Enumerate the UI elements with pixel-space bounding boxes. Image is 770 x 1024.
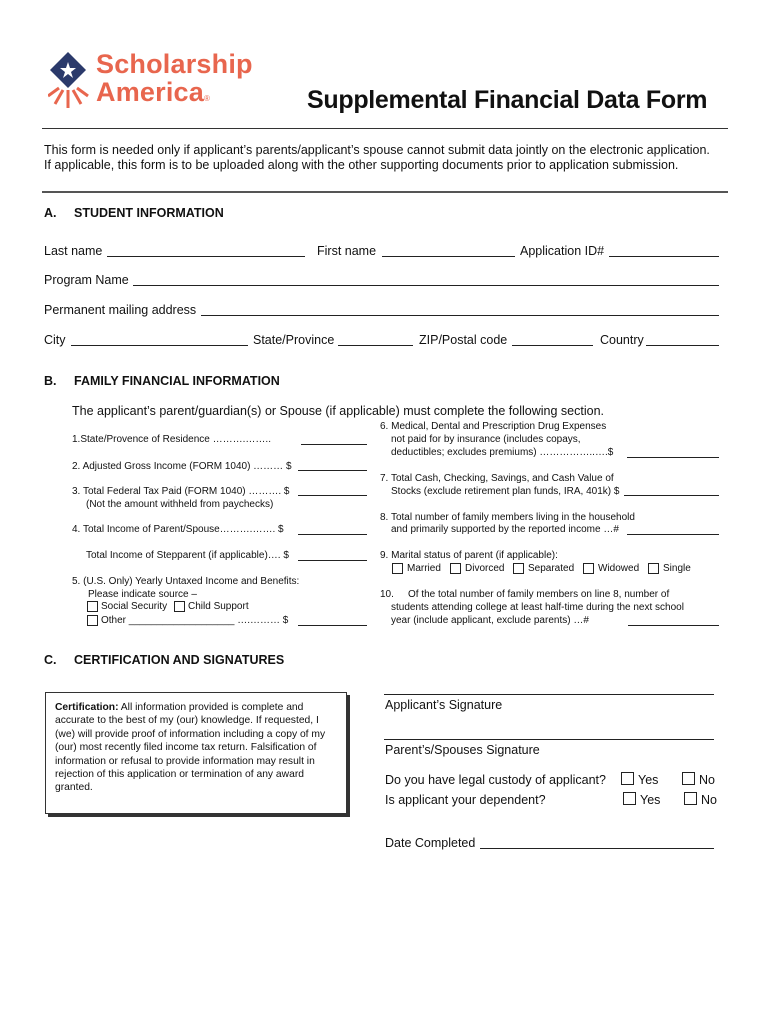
item4-field[interactable]	[298, 534, 367, 535]
social-security-checkbox[interactable]	[87, 601, 98, 612]
item4b-field[interactable]	[298, 560, 367, 561]
city-field[interactable]	[71, 345, 248, 346]
logo-line2: America®	[96, 77, 211, 107]
dependent-yes-label: Yes	[640, 793, 661, 807]
section-b-title: FAMILY FINANCIAL INFORMATION	[74, 374, 280, 388]
dependent-no-checkbox[interactable]	[684, 792, 697, 805]
item10-line1: Of the total number of family members on line 8, number of	[408, 589, 670, 600]
dependent-question: Is applicant your dependent?	[385, 793, 546, 807]
section-a-letter: A.	[44, 206, 57, 220]
child-support-label: Child Support	[188, 601, 249, 612]
item1-field[interactable]	[301, 444, 367, 445]
child-support-checkbox[interactable]	[174, 601, 185, 612]
logo	[48, 50, 278, 114]
custody-no-checkbox[interactable]	[682, 772, 695, 785]
item10-number: 10.	[380, 589, 394, 600]
item5-line1: 5. (U.S. Only) Yearly Untaxed Income and Benefits:	[72, 576, 300, 587]
item7-line1: 7. Total Cash, Checking, Savings, and Cash Value of	[380, 473, 614, 484]
item5-field[interactable]	[298, 625, 367, 626]
custody-no-label: No	[699, 773, 715, 787]
divorced-checkbox[interactable]	[450, 563, 461, 574]
applicant-signature-label: Applicant’s Signature	[385, 698, 503, 712]
item10-line2: students attending college at least half-time during the next school	[391, 602, 684, 613]
other-income-label: Other ___________________ ….……… $	[101, 615, 289, 626]
custody-question: Do you have legal custody of applicant?	[385, 773, 606, 787]
social-security-label: Social Security	[101, 601, 168, 612]
item6-line2: not paid for by insurance (includes copays,	[391, 434, 581, 445]
parent-signature-label: Parent’s/Spouses Signature	[385, 743, 540, 757]
last-name-field[interactable]	[107, 256, 305, 257]
date-completed-field[interactable]	[480, 848, 714, 849]
zip-field[interactable]	[512, 345, 593, 346]
item4-label: 4. Total Income of Parent/Spouse……….……. $	[72, 524, 284, 535]
separated-label: Separated	[528, 563, 575, 574]
mailing-address-label: Permanent mailing address	[44, 303, 197, 317]
item3-label: 3. Total Federal Tax Paid (FORM 1040) ………. $	[72, 486, 290, 497]
country-label: Country	[600, 333, 644, 347]
section-b-instruction: The applicant’s parent/guardian(s) or Spouse (if applicable) must complete the following section.	[72, 404, 605, 418]
intro-divider	[42, 191, 728, 193]
certification-text	[55, 701, 340, 795]
certification-box	[45, 692, 347, 814]
zip-label: ZIP/Postal code	[419, 333, 508, 347]
country-field[interactable]	[646, 345, 719, 346]
application-id-label: Application ID#	[520, 244, 605, 258]
intro-line-1: This form is needed only if applicant’s parents/applicant’s spouse cannot submit data jointly on the electronic application.	[44, 143, 710, 157]
item4b-label: Total Income of Stepparent (if applicable)…. $	[86, 550, 289, 561]
item3-note: (Not the amount withheld from paychecks)	[86, 499, 274, 510]
widowed-label: Widowed	[598, 563, 640, 574]
item10-line3: year (include applicant, exclude parents) …#	[391, 615, 589, 626]
married-label: Married	[407, 563, 441, 574]
section-b-letter: B.	[44, 374, 57, 388]
logo-line1: Scholarship	[96, 49, 253, 79]
item6-line1: 6. Medical, Dental and Prescription Drug Expenses	[380, 421, 607, 432]
application-id-field[interactable]	[609, 256, 719, 257]
item2-label: 2. Adjusted Gross Income (FORM 1040) ……… $	[72, 461, 292, 472]
item5-line2: Please indicate source –	[88, 589, 197, 600]
item3-field[interactable]	[298, 495, 367, 496]
item1-label: 1.State/Provence of Residence ……….……..	[72, 434, 271, 445]
city-label: City	[44, 333, 66, 347]
section-c-title: CERTIFICATION AND SIGNATURES	[74, 653, 285, 667]
item7-line2: Stocks (exclude retirement plan funds, IRA, 401k) $	[391, 486, 620, 497]
other-income-checkbox[interactable]	[87, 615, 98, 626]
logo-wordmark	[96, 50, 253, 113]
last-name-label: Last name	[44, 244, 103, 258]
star-emblem-icon	[48, 50, 94, 114]
mailing-address-field[interactable]	[201, 315, 719, 316]
item2-field[interactable]	[298, 470, 367, 471]
first-name-label: First name	[317, 244, 377, 258]
item9-label: 9. Marital status of parent (if applicable):	[380, 550, 558, 561]
married-checkbox[interactable]	[392, 563, 403, 574]
item6-field[interactable]	[627, 457, 719, 458]
widowed-checkbox[interactable]	[583, 563, 594, 574]
parent-signature-field[interactable]	[384, 739, 714, 740]
item6-line3: deductibles; excludes premiums) ……………..….$	[391, 447, 614, 458]
item10-field[interactable]	[628, 625, 719, 626]
custody-yes-checkbox[interactable]	[621, 772, 634, 785]
single-label: Single	[663, 563, 691, 574]
section-a-title: STUDENT INFORMATION	[74, 206, 224, 220]
divorced-label: Divorced	[465, 563, 505, 574]
program-name-field[interactable]	[133, 285, 719, 286]
date-completed-label: Date Completed	[385, 836, 476, 850]
first-name-field[interactable]	[382, 256, 515, 257]
applicant-signature-field[interactable]	[384, 694, 714, 695]
item7-field[interactable]	[624, 495, 719, 496]
page-title: Supplemental Financial Data Form	[307, 86, 708, 114]
separated-checkbox[interactable]	[513, 563, 524, 574]
single-checkbox[interactable]	[648, 563, 659, 574]
item8-line2: and primarily supported by the reported income …#	[391, 524, 619, 535]
state-field[interactable]	[338, 345, 413, 346]
custody-yes-label: Yes	[638, 773, 659, 787]
intro-line-2: If applicable, this form is to be uploaded along with the other supporting documents prior to application submission.	[44, 158, 679, 172]
section-c-letter: C.	[44, 653, 57, 667]
item8-line1: 8. Total number of family members living in the household	[380, 512, 635, 523]
certification-heading: Certification:	[55, 702, 119, 713]
certification-body: All information provided is complete and accurate to the best of my (our) knowledge. If requested, I (we) will provide proof of information including a copy of my (our) most recently filed income tax return. Falsification of information or refusal to provide information may result in rejection of this application or termination of any award granted.	[55, 702, 326, 794]
item8-field[interactable]	[627, 534, 719, 535]
dependent-no-label: No	[701, 793, 717, 807]
dependent-yes-checkbox[interactable]	[623, 792, 636, 805]
program-name-label: Program Name	[44, 273, 129, 287]
state-label: State/Province	[253, 333, 335, 347]
title-divider	[42, 128, 728, 129]
